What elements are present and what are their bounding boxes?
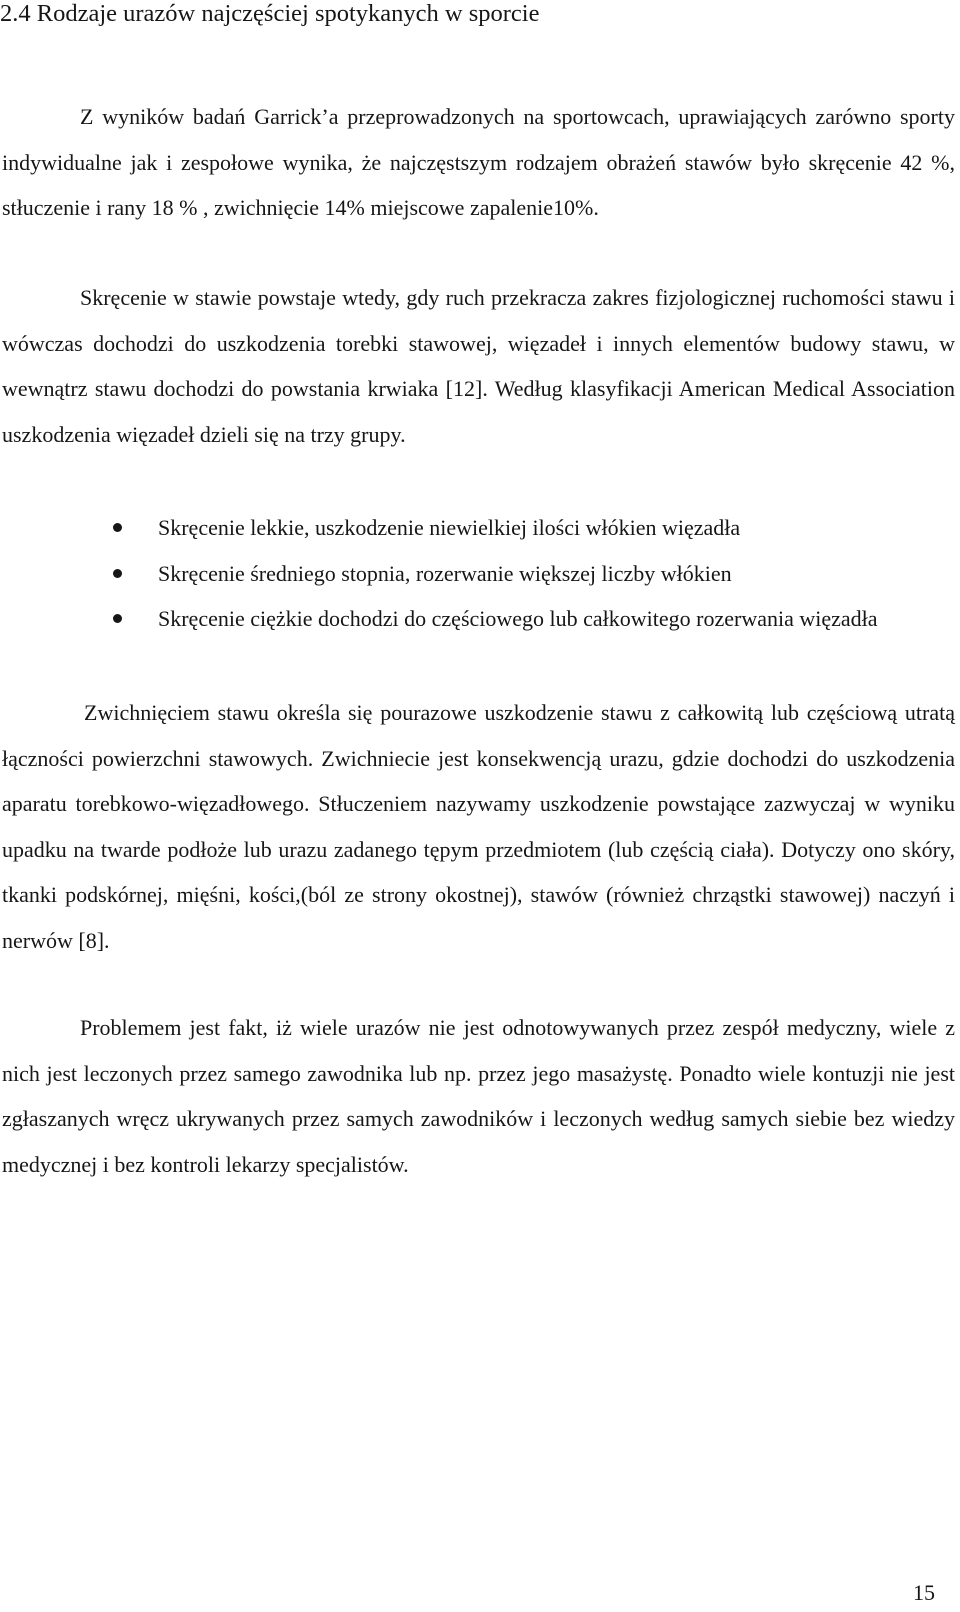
section-heading: 2.4 Rodzaje urazów najczęściej spotykanych w sporcie	[0, 0, 540, 27]
bullet-icon	[113, 614, 122, 623]
list-item	[0, 596, 960, 642]
paragraph-injury-statistics: Z wyników badań Garrick’a przeprowadzonych na sportowcach, uprawiających zarówno sporty indywidualne jak i zespołowe wynika, że najczęstszym rodzajem obrażeń stawów było skręcenie 42 %, stłuczenie i rany 18 % , zwichnięcie 14% miejscowe zapalenie10%.	[2, 104, 955, 220]
list-item	[0, 551, 960, 597]
sprain-grades-list	[0, 505, 960, 642]
paragraph-dislocation-contusion: Zwichnięciem stawu określa się pourazowe uszkodzenie stawu z całkowitą lub częściową utratą łączności powierzchni stawowych. Zwichniecie jest konsekwencją urazu, gdzie dochodzi do uszkodzenia aparatu torebkowo-więzadłowego. Stłuczeniem nazywamy uszkodzenie powstające zazwyczaj w wyniku upadku na twarde podłoże lub urazu zadanego tępym przedmiotem (lub częścią ciała). Dotyczy ono skóry, tkanki podskórnej, mięśni, kości,(ból ze strony okostnej), stawów (również chrząstki stawowej) naczyń i nerwów [8].	[2, 700, 955, 953]
list-item	[0, 505, 960, 551]
paragraph-unreported-injuries: Problemem jest fakt, iż wiele urazów nie jest odnotowywanych przez zespół medyczny, wiele z nich jest leczonych przez samego zawodnika lub np. przez jego masażystę. Ponadto wiele kontuzji nie jest zgłaszanych wręcz ukrywanych przez samych zawodników i leczonych według samych siebie bez wiedzy medycznej i bez kontroli lekarzy specjalistów.	[2, 1015, 955, 1177]
list-item-text: Skręcenie ciężkie dochodzi do częściowego lub całkowitego rozerwania więzadła	[158, 606, 878, 631]
bullet-icon	[113, 569, 122, 578]
paragraph-sprain-definition: Skręcenie w stawie powstaje wtedy, gdy ruch przekracza zakres fizjologicznej ruchomości stawu i wówczas dochodzi do uszkodzenia torebki stawowej, więzadeł i innych elementów budowy stawu, w wewnątrz stawu dochodzi do powstania krwiaka [12]. Według klasyfikacji American Medical Association uszkodzenia więzadeł dzieli się na trzy grupy.	[2, 285, 955, 447]
list-item-text: Skręcenie średniego stopnia, rozerwanie większej liczby włókien	[158, 560, 732, 586]
page-number: 15	[913, 1580, 935, 1605]
list-item-text: Skręcenie lekkie, uszkodzenie niewielkiej ilości włókien więzadła	[158, 515, 741, 540]
bullet-icon	[113, 523, 122, 532]
